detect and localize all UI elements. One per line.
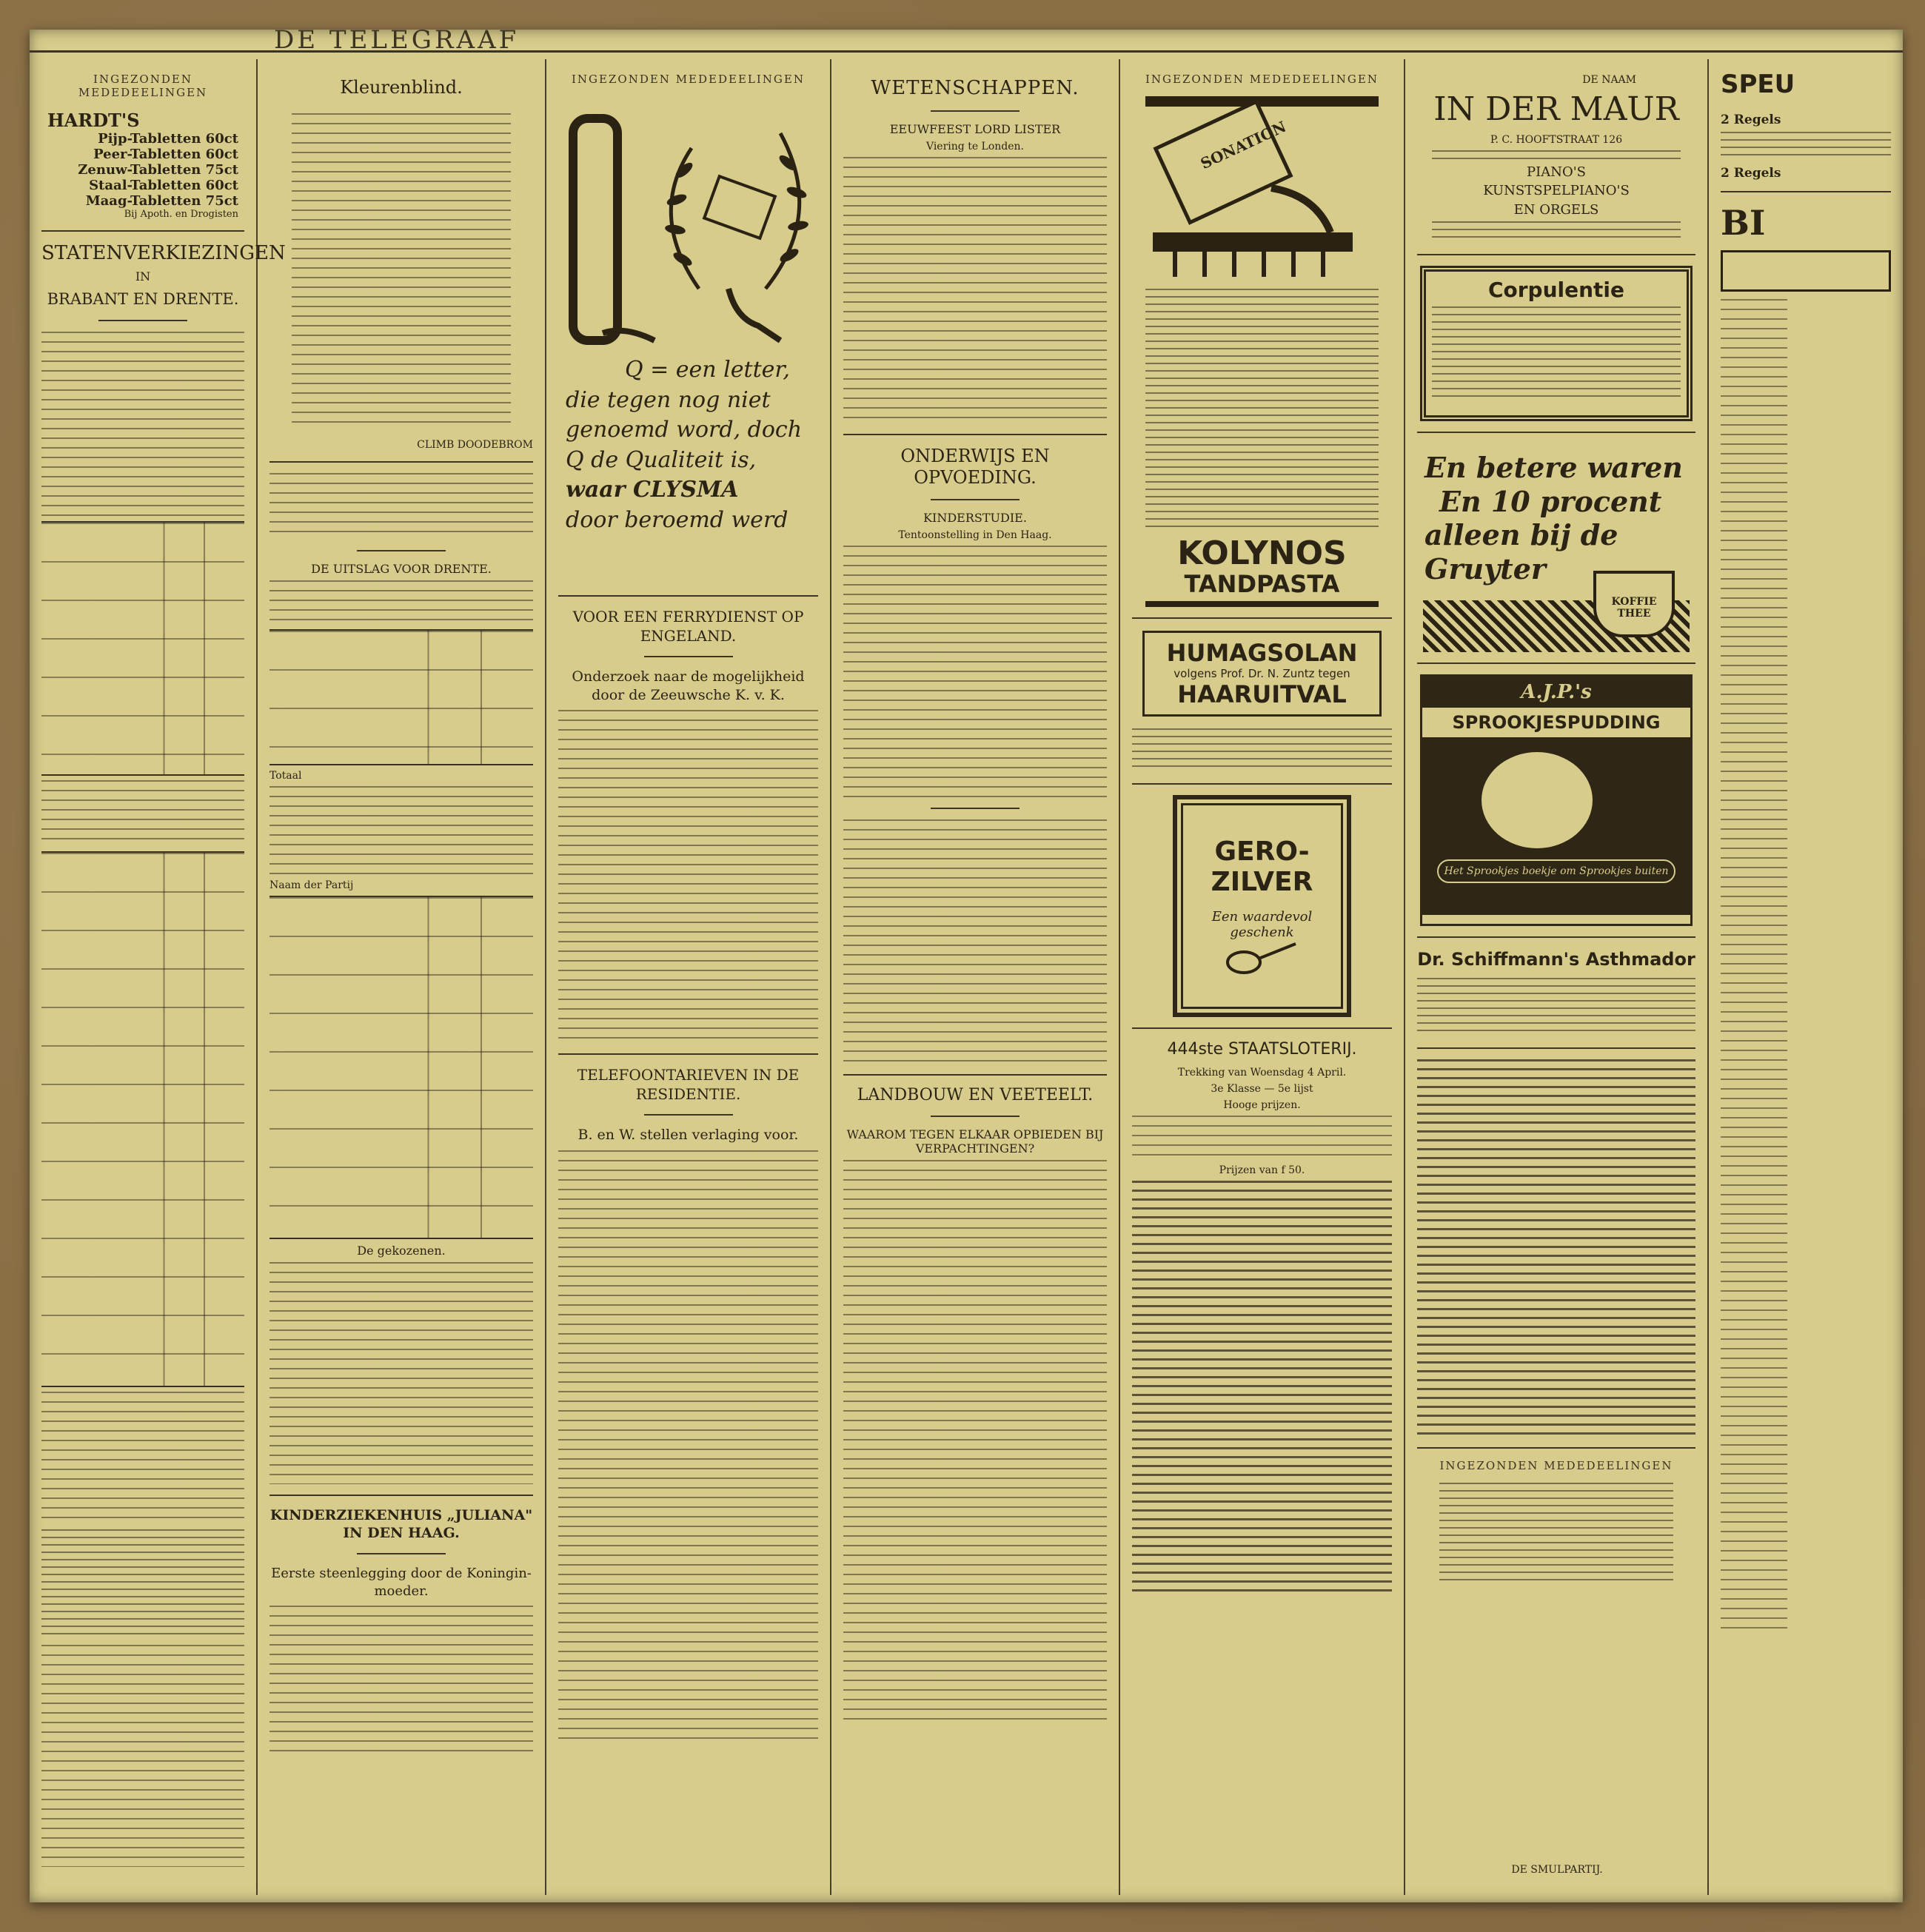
article-text <box>270 1606 533 1754</box>
laurel-q-illustration <box>558 104 817 348</box>
ad-text <box>1721 132 1891 161</box>
hardts-footer: Bij Apoth. en Drogisten <box>124 209 238 220</box>
headline-landbouw: LANDBOUW EN VEETEELT. <box>857 1085 1094 1104</box>
headline-juliana: KINDERZIEKENHUIS „JULIANA" IN DEN HAAG. <box>270 1506 533 1542</box>
hardts-line: Pijp-Tabletten 60ct <box>98 131 238 147</box>
hardts-title: HARDT'S <box>47 110 140 131</box>
divider <box>1417 663 1695 664</box>
headline-drente: DE UITSLAG VOOR DRENTE. <box>311 561 492 576</box>
ad-text <box>1132 728 1392 773</box>
smulpartij-block <box>1405 1859 1709 1880</box>
results-label: De gekozenen. <box>357 1243 446 1258</box>
gruyter-pattern <box>1423 596 1690 652</box>
maur-line: KUNSTSPELPIANO'S <box>1483 183 1630 199</box>
subheadline-telefoon: B. en W. stellen verlaging voor. <box>578 1127 799 1144</box>
ajp-label: A.J.P.'s <box>1422 677 1690 708</box>
schiffmann-title: Dr. Schiffmann's Asthmador <box>1417 949 1695 970</box>
lottery-date: Trekking van Woensdag 4 April. <box>1177 1066 1347 1079</box>
divider <box>270 1495 533 1496</box>
column-7 <box>1709 59 1903 1895</box>
article-text <box>558 1150 818 1743</box>
bi-headline: BI <box>1721 203 1766 243</box>
lottery-text <box>1132 1116 1392 1160</box>
clysma-line: waar CLYSMA <box>566 477 739 503</box>
article-text <box>558 710 818 1043</box>
hardts-ad <box>44 110 241 220</box>
poem-author: CLIMB DOODEBROM <box>417 438 533 451</box>
headline-wetenschappen: WETENSCHAPPEN. <box>871 77 1079 99</box>
column-3 <box>546 59 831 1895</box>
pudding-illustration <box>1422 737 1690 915</box>
divider <box>1721 191 1891 192</box>
clysma-line: genoemd word, doch <box>566 417 803 443</box>
coffee-cup-icon: KOFFIE THEE <box>1593 571 1675 637</box>
pudding-title: SPROOKJESPUDDING <box>1452 712 1661 734</box>
divider <box>41 230 244 232</box>
poem-title: Kleurenblind. <box>340 77 463 98</box>
maur-address: P. C. HOOFTSTRAAT 126 <box>1490 133 1623 146</box>
ad-bar <box>1145 96 1379 107</box>
article-text <box>270 473 533 540</box>
lottery-number-table <box>1132 1181 1392 1595</box>
divider <box>1417 432 1695 433</box>
column-5 <box>1120 59 1405 1895</box>
hardts-line: Peer-Tabletten 60ct <box>93 147 238 162</box>
column-6 <box>1405 59 1709 1895</box>
lottery-number-table <box>1417 1059 1695 1437</box>
article-text <box>1721 299 1787 1631</box>
divider <box>1417 1447 1695 1449</box>
table-header: Naam der Partij <box>270 879 354 891</box>
sonation-label: SONATION <box>1197 117 1289 173</box>
maur-line: EN ORGELS <box>1513 201 1599 218</box>
hardts-line: Staal-Tabletten 60ct <box>89 178 238 193</box>
hardts-line: Maag-Tabletten 75ct <box>85 193 238 209</box>
poem-text <box>292 113 511 424</box>
divider <box>357 550 446 551</box>
results-table <box>41 851 244 1387</box>
ad-text <box>1432 306 1681 403</box>
clysma-line: die tegen nog niet <box>566 386 771 413</box>
humagsolan-ad <box>1142 631 1382 717</box>
ad-text <box>1417 978 1695 1037</box>
gruyter-line: En 10 procent <box>1439 484 1662 518</box>
maur-line: PIANO'S <box>1526 164 1586 180</box>
box <box>1721 250 1891 292</box>
divider <box>843 1074 1107 1076</box>
subheadline-verpachtingen: WAAROM TEGEN ELKAAR OPBIEDEN BIJ VERPACHTINGEN? <box>846 1127 1104 1156</box>
divider <box>931 499 1020 500</box>
clysma-ad <box>558 96 818 585</box>
divider <box>1417 254 1695 255</box>
gruyter-line: alleen bij de Gruyter <box>1424 518 1618 586</box>
article-text <box>270 580 533 625</box>
hardts-line: Zenuw-Tabletten 75ct <box>78 162 238 178</box>
column-2 <box>258 59 546 1895</box>
toothpaste-illustration <box>1145 107 1379 284</box>
gero-subtitle: ZILVER <box>1211 867 1313 897</box>
maur-title: IN DER MAUR <box>1433 90 1679 128</box>
section-label: INGEZONDEN MEDEDEELINGEN <box>1439 1458 1673 1472</box>
article-text <box>270 786 533 875</box>
section-label: INGEZONDEN MEDEDEELINGEN <box>78 73 208 99</box>
gero-zilver-ad <box>1173 795 1351 1017</box>
article-text <box>843 1160 1107 1723</box>
divider <box>1132 1027 1392 1029</box>
article-text <box>41 780 244 847</box>
results-table <box>270 629 533 765</box>
clysma-line: door beroemd werd <box>566 506 789 533</box>
divider <box>1132 783 1392 785</box>
corpulentie-ad <box>1420 266 1693 421</box>
headline-ferrydienst: VOOR EEN FERRYDIENST OP ENGELAND. <box>572 608 804 645</box>
headline-onderwijs: ONDERWIJS EN OPVOEDING. <box>900 446 1050 488</box>
divider <box>98 320 187 321</box>
article-text <box>843 819 1107 1064</box>
ad-bar <box>1145 601 1379 607</box>
subheadline-kinderstudie: KINDERSTUDIE. <box>923 510 1027 525</box>
sprookjespudding-ad <box>1420 674 1693 926</box>
newspaper-page <box>30 25 1903 1902</box>
divider <box>1417 936 1695 938</box>
kolynos-ad <box>1145 96 1379 607</box>
corpulentie-title: Corpulentie <box>1487 277 1625 302</box>
rule-label: 2 Regels <box>1721 166 1781 181</box>
divider <box>558 1053 818 1055</box>
gruyter-line: En betere waren <box>1424 450 1683 484</box>
headline-telefoon: TELEFOONTARIEVEN IN DE RESIDENTIE. <box>577 1066 800 1104</box>
lottery-class: 3e Klasse — 5e lijst <box>1211 1082 1313 1095</box>
headline-in: IN <box>135 269 151 284</box>
humagsolan-subtitle: HAARUITVAL <box>1177 680 1347 708</box>
divider <box>357 1553 446 1554</box>
maur-top: DE NAAM <box>1582 74 1636 86</box>
pudding-banner: Het Sprookjes boekje om Sprookjes buiten <box>1437 859 1675 883</box>
divider <box>558 595 818 597</box>
speu-headline: SPEU <box>1721 70 1795 99</box>
divider <box>931 110 1020 112</box>
lottery-prizes-small: Prijzen van f 50. <box>1219 1164 1305 1176</box>
divider <box>644 656 733 657</box>
gero-tagline: Een waardevol geschenk <box>1211 909 1313 940</box>
article-text <box>41 1529 244 1640</box>
rule-label: 2 Regels <box>1721 113 1781 127</box>
results-table <box>270 896 533 1239</box>
ad-text <box>1439 1483 1673 1586</box>
section-label: INGEZONDEN MEDEDEELINGEN <box>572 73 805 86</box>
divider <box>843 434 1107 435</box>
section-label: INGEZONDEN MEDEDEELINGEN <box>1145 73 1379 86</box>
results-table <box>41 521 244 776</box>
headline-statenverkiezingen: STATENVERKIEZINGEN <box>41 242 286 264</box>
masthead: DE TELEGRAAF <box>274 25 520 55</box>
divider <box>270 461 533 463</box>
maur-text <box>1432 150 1681 161</box>
subheadline-lister: EEUWFEEST LORD LISTER <box>889 122 1061 137</box>
humagsolan-title: HUMAGSOLAN <box>1166 639 1358 667</box>
kolynos-title: KOLYNOS <box>1177 534 1347 572</box>
clysma-line: Q de Qualiteit is, <box>566 446 757 473</box>
article-text <box>41 1392 244 1525</box>
article-text <box>270 1262 533 1484</box>
humagsolan-tagline: volgens Prof. Dr. N. Zuntz tegen <box>1174 667 1350 680</box>
headline-places: BRABANT EN DRENTE. <box>47 290 239 309</box>
ad-text <box>1145 289 1379 533</box>
article-text <box>843 157 1107 423</box>
smulpartij-title: DE SMULPARTIJ. <box>1511 1864 1603 1876</box>
subheadline-tentoonstelling: Tentoonstelling in Den Haag. <box>898 529 1052 541</box>
clysma-slogan <box>566 355 802 535</box>
divider <box>1417 1047 1695 1049</box>
article-text <box>843 546 1107 797</box>
divider <box>931 1116 1020 1117</box>
maur-text <box>1432 221 1681 244</box>
gero-title: GERO- <box>1214 836 1310 867</box>
subheadline-juliana: Eerste steenlegging door de Koningin-moeder. <box>271 1566 532 1599</box>
kolynos-subtitle: TANDPASTA <box>1184 570 1340 598</box>
clysma-line: Q = een letter, <box>625 357 790 383</box>
pudding-bowl-icon <box>1482 752 1593 848</box>
article-text <box>41 332 244 517</box>
top-rule <box>30 50 1903 53</box>
lottery-prizes: Hooge prijzen. <box>1223 1099 1301 1111</box>
divider <box>644 1114 733 1116</box>
subheadline-ferrydienst: Onderzoek naar de mogelijkheid door de Zeeuwsche K. v. K. <box>572 668 805 703</box>
lottery-title: 444ste STAATSLOTERIJ. <box>1167 1040 1357 1059</box>
table-total: Totaal <box>270 769 302 782</box>
divider <box>931 808 1020 809</box>
divider <box>1132 617 1392 619</box>
subheadline-londen: Viering te Londen. <box>925 141 1025 153</box>
spoon-icon <box>1225 940 1299 977</box>
column-4 <box>831 59 1120 1895</box>
article-text <box>41 1645 244 1867</box>
